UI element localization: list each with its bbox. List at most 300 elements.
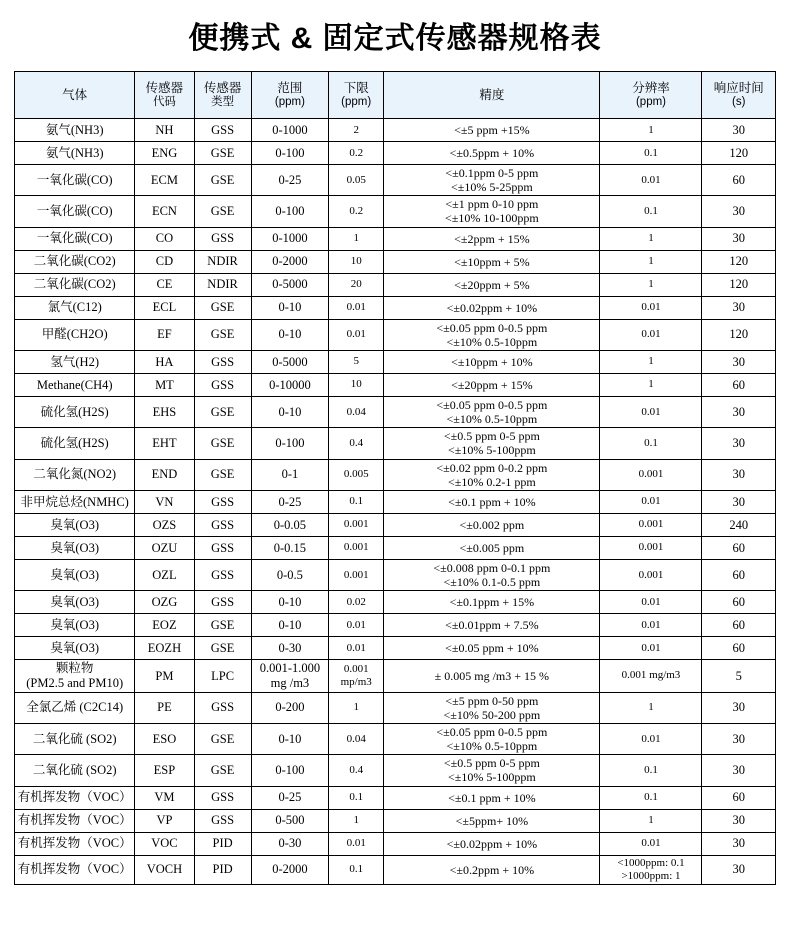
table-row [15, 296, 776, 319]
cell-gas: 硫化氢(H2S) [15, 396, 135, 427]
cell-gas: 二氧化氮(NO2) [15, 459, 135, 490]
cell-sensor-code: VOCH [135, 855, 194, 884]
column-header-lower-limit-main: 下限 [343, 80, 369, 95]
cell-range: 0-25 [251, 490, 329, 513]
cell-sensor-type: GSE [194, 319, 251, 350]
column-header-sensor-type-sub: 类型 [211, 95, 235, 108]
cell-response-time: 120 [702, 250, 776, 273]
cell-response-time: 30 [702, 119, 776, 142]
cell-sensor-type: GSS [194, 591, 251, 614]
cell-response-time: 30 [702, 196, 776, 227]
table-row [15, 396, 776, 427]
cell-gas: 非甲烷总烃(NMHC) [15, 490, 135, 513]
cell-lower-limit: 0.4 [329, 428, 384, 459]
cell-range: 0-10000 [251, 373, 329, 396]
table-row [15, 250, 776, 273]
accuracy-line: <±0.1 ppm + 10% [448, 790, 536, 805]
cell-sensor-type: GSE [194, 724, 251, 755]
cell-sensor-type: GSS [194, 373, 251, 396]
cell-lower-limit: 10 [329, 250, 384, 273]
cell-accuracy [384, 755, 600, 786]
accuracy-line: <±5 ppm +15% [454, 122, 530, 137]
cell-resolution: 1 [600, 373, 702, 396]
cell-resolution: 0.001 [600, 536, 702, 559]
cell-gas: 颗粒物 (PM2.5 and PM10) [15, 660, 135, 693]
accuracy-line: <±5 ppm 0-50 ppm [445, 693, 539, 708]
cell-gas: 一氧化碳(CO) [15, 165, 135, 196]
cell-lower-limit: 0.001 [329, 513, 384, 536]
cell-range: 0-100 [251, 428, 329, 459]
cell-sensor-code: ENG [135, 142, 194, 165]
cell-resolution: 0.01 [600, 165, 702, 196]
cell-response-time: 60 [702, 786, 776, 809]
cell-lower-limit: 0.2 [329, 196, 384, 227]
cell-sensor-type: GSS [194, 513, 251, 536]
cell-gas: 二氧化硫 (SO2) [15, 724, 135, 755]
accuracy-line: ± 0.005 mg /m3 + 15 % [434, 668, 550, 683]
table-row [15, 273, 776, 296]
cell-resolution: 0.001 mg/m3 [600, 660, 702, 693]
cell-sensor-type: GSS [194, 809, 251, 832]
accuracy-line: <±0.01ppm + 7.5% [445, 618, 539, 633]
cell-accuracy [384, 591, 600, 614]
accuracy-line: <±1 ppm 0-10 ppm [445, 197, 539, 212]
cell-sensor-code: NH [135, 119, 194, 142]
cell-accuracy [384, 832, 600, 855]
cell-resolution: 0.01 [600, 637, 702, 660]
table-row [15, 755, 776, 786]
cell-lower-limit: 0.1 [329, 786, 384, 809]
accuracy-line: <±10% 0.2-1 ppm [448, 474, 536, 489]
accuracy-line: <±10% 10-100ppm [445, 211, 539, 226]
table-row [15, 428, 776, 459]
cell-lower-limit: 0.01 [329, 614, 384, 637]
cell-sensor-code: MT [135, 373, 194, 396]
cell-accuracy [384, 165, 600, 196]
cell-sensor-type: PID [194, 855, 251, 884]
table-row [15, 536, 776, 559]
cell-resolution: 1 [600, 809, 702, 832]
cell-sensor-type: GSE [194, 196, 251, 227]
cell-range: 0-100 [251, 755, 329, 786]
cell-accuracy [384, 637, 600, 660]
cell-resolution: 0.01 [600, 591, 702, 614]
cell-accuracy [384, 692, 600, 723]
cell-range: 0-1000 [251, 227, 329, 250]
cell-range: 0-1000 [251, 119, 329, 142]
cell-accuracy [384, 142, 600, 165]
cell-sensor-code: CE [135, 273, 194, 296]
cell-accuracy [384, 490, 600, 513]
cell-sensor-type: GSE [194, 396, 251, 427]
cell-gas: 有机挥发物（VOC） [15, 832, 135, 855]
cell-sensor-code: OZG [135, 591, 194, 614]
cell-accuracy [384, 227, 600, 250]
cell-accuracy [384, 428, 600, 459]
accuracy-line: <±20ppm + 5% [454, 277, 530, 292]
cell-sensor-code: OZU [135, 536, 194, 559]
cell-accuracy [384, 396, 600, 427]
cell-sensor-code: EOZH [135, 637, 194, 660]
table-row [15, 832, 776, 855]
cell-range: 0-0.5 [251, 559, 329, 590]
cell-sensor-code: PE [135, 692, 194, 723]
column-header-sensor-code-main: 传感器 [145, 80, 184, 95]
cell-range: 0-0.05 [251, 513, 329, 536]
cell-gas: 臭氧(O3) [15, 637, 135, 660]
accuracy-line: <±10% 5-25ppm [451, 180, 533, 195]
cell-sensor-code: CO [135, 227, 194, 250]
cell-lower-limit: 1 [329, 692, 384, 723]
cell-sensor-type: GSE [194, 142, 251, 165]
cell-lower-limit: 20 [329, 273, 384, 296]
cell-range: 0-100 [251, 142, 329, 165]
cell-sensor-code: HA [135, 350, 194, 373]
cell-sensor-code: OZS [135, 513, 194, 536]
cell-sensor-code: VP [135, 809, 194, 832]
cell-resolution: 0.01 [600, 832, 702, 855]
cell-response-time: 60 [702, 559, 776, 590]
cell-resolution: 0.001 [600, 513, 702, 536]
table-row [15, 513, 776, 536]
cell-sensor-code: ECM [135, 165, 194, 196]
cell-gas: Methane(CH4) [15, 373, 135, 396]
cell-range: 0-2000 [251, 250, 329, 273]
cell-resolution: 0.1 [600, 786, 702, 809]
accuracy-line: <±0.5 ppm 0-5 ppm [443, 429, 540, 444]
table-row [15, 809, 776, 832]
cell-resolution: 0.001 [600, 459, 702, 490]
cell-response-time: 30 [702, 350, 776, 373]
cell-sensor-code: ESP [135, 755, 194, 786]
cell-gas: 二氧化碳(CO2) [15, 273, 135, 296]
table-row [15, 855, 776, 884]
cell-response-time: 60 [702, 591, 776, 614]
accuracy-line: <±10% 0.5-10ppm [446, 739, 538, 754]
table-row [15, 227, 776, 250]
cell-lower-limit: 0.04 [329, 396, 384, 427]
cell-accuracy [384, 513, 600, 536]
cell-response-time: 30 [702, 296, 776, 319]
cell-accuracy [384, 196, 600, 227]
table-row [15, 490, 776, 513]
column-header-lower-limit [329, 72, 384, 119]
accuracy-line: <±10% 5-100ppm [448, 443, 536, 458]
cell-sensor-code: ECL [135, 296, 194, 319]
column-header-resolution-main: 分辨率 [632, 80, 670, 95]
cell-sensor-type: GSS [194, 227, 251, 250]
cell-range: 0-30 [251, 832, 329, 855]
column-header-range [251, 72, 329, 119]
table-row [15, 637, 776, 660]
cell-range: 0-10 [251, 591, 329, 614]
cell-gas: 臭氧(O3) [15, 591, 135, 614]
accuracy-line: <±0.05 ppm 0-0.5 ppm [436, 320, 548, 335]
cell-sensor-type: PID [194, 832, 251, 855]
cell-accuracy [384, 119, 600, 142]
table-row [15, 373, 776, 396]
cell-resolution: 0.001 [600, 559, 702, 590]
cell-accuracy [384, 319, 600, 350]
cell-gas: 臭氧(O3) [15, 559, 135, 590]
accuracy-line: <±10% 0.5-10ppm [446, 412, 538, 427]
cell-lower-limit: 0.04 [329, 724, 384, 755]
cell-response-time: 30 [702, 692, 776, 723]
cell-resolution: 0.01 [600, 396, 702, 427]
cell-gas: 二氧化碳(CO2) [15, 250, 135, 273]
column-header-accuracy [384, 72, 600, 119]
cell-sensor-type: GSE [194, 755, 251, 786]
cell-range: 0-10 [251, 614, 329, 637]
cell-range: 0-100 [251, 196, 329, 227]
cell-range: 0.001-1.000 mg /m3 [251, 660, 329, 693]
cell-accuracy [384, 855, 600, 884]
cell-sensor-code: VN [135, 490, 194, 513]
cell-gas: 有机挥发物（VOC） [15, 855, 135, 884]
accuracy-line: <±10% 50-200 ppm [443, 707, 541, 722]
accuracy-line: <±0.05 ppm + 10% [445, 641, 539, 656]
cell-resolution: 0.1 [600, 755, 702, 786]
column-header-range-main: 范围 [277, 80, 303, 95]
column-header-accuracy-main: 精度 [479, 87, 505, 102]
cell-range: 0-1 [251, 459, 329, 490]
cell-sensor-type: GSE [194, 428, 251, 459]
accuracy-line: <±10% 5-100ppm [448, 770, 536, 785]
cell-resolution: 1 [600, 227, 702, 250]
cell-range: 0-5000 [251, 350, 329, 373]
cell-resolution: 0.01 [600, 724, 702, 755]
cell-response-time: 5 [702, 660, 776, 693]
accuracy-line: <±10% 0.5-10ppm [446, 334, 538, 349]
table-body [15, 119, 776, 885]
cell-lower-limit: 0.001 mp/m3 [329, 660, 384, 693]
cell-gas: 有机挥发物（VOC） [15, 786, 135, 809]
cell-sensor-code: CD [135, 250, 194, 273]
cell-response-time: 60 [702, 536, 776, 559]
table-row [15, 459, 776, 490]
cell-response-time: 240 [702, 513, 776, 536]
accuracy-line: <±0.005 ppm [459, 540, 525, 555]
cell-lower-limit: 0.01 [329, 319, 384, 350]
cell-resolution: 1 [600, 350, 702, 373]
cell-sensor-code: PM [135, 660, 194, 693]
cell-sensor-code: EHT [135, 428, 194, 459]
cell-accuracy [384, 724, 600, 755]
cell-response-time: 120 [702, 142, 776, 165]
cell-resolution: 1 [600, 692, 702, 723]
accuracy-line: <±20ppm + 15% [451, 377, 533, 392]
accuracy-line: <±2ppm + 15% [454, 231, 530, 246]
accuracy-line: <±0.1ppm + 15% [449, 595, 535, 610]
cell-sensor-type: NDIR [194, 273, 251, 296]
cell-gas: 臭氧(O3) [15, 513, 135, 536]
cell-resolution: 0.1 [600, 196, 702, 227]
cell-sensor-type: GSS [194, 559, 251, 590]
cell-gas: 臭氧(O3) [15, 614, 135, 637]
cell-range: 0-10 [251, 724, 329, 755]
column-header-resolution [600, 72, 702, 119]
cell-sensor-type: NDIR [194, 250, 251, 273]
table-row [15, 196, 776, 227]
cell-range: 0-500 [251, 809, 329, 832]
cell-accuracy [384, 373, 600, 396]
column-header-sensor-type [194, 72, 251, 119]
cell-gas: 臭氧(O3) [15, 536, 135, 559]
accuracy-line: <±0.2ppm + 10% [449, 862, 535, 877]
cell-response-time: 30 [702, 428, 776, 459]
cell-resolution: 1 [600, 250, 702, 273]
cell-response-time: 30 [702, 459, 776, 490]
cell-sensor-type: GSE [194, 459, 251, 490]
table-row [15, 165, 776, 196]
cell-response-time: 60 [702, 165, 776, 196]
cell-resolution: 0.01 [600, 319, 702, 350]
cell-accuracy [384, 786, 600, 809]
cell-resolution: 0.01 [600, 490, 702, 513]
cell-range: 0-10 [251, 396, 329, 427]
cell-lower-limit: 0.01 [329, 637, 384, 660]
table-row [15, 786, 776, 809]
cell-resolution: <1000ppm: 0.1 >1000ppm: 1 [600, 855, 702, 884]
cell-range: 0-10 [251, 319, 329, 350]
accuracy-line: <±0.5ppm + 10% [449, 145, 535, 160]
column-header-sensor-type-main: 传感器 [203, 80, 242, 95]
cell-range: 0-200 [251, 692, 329, 723]
table-header-row [15, 72, 776, 119]
cell-gas: 氯气(C12) [15, 296, 135, 319]
accuracy-line: <±0.02ppm + 10% [446, 836, 538, 851]
cell-gas: 二氧化硫 (SO2) [15, 755, 135, 786]
column-header-response-time-sub: (s) [732, 95, 746, 108]
cell-resolution: 0.01 [600, 296, 702, 319]
cell-response-time: 120 [702, 319, 776, 350]
cell-accuracy [384, 273, 600, 296]
accuracy-line: <±0.002 ppm [459, 517, 525, 532]
cell-sensor-code: END [135, 459, 194, 490]
accuracy-line: <±0.1 ppm + 10% [448, 494, 536, 509]
cell-lower-limit: 0.01 [329, 296, 384, 319]
cell-sensor-code: EOZ [135, 614, 194, 637]
cell-sensor-type: GSS [194, 350, 251, 373]
cell-resolution: 1 [600, 119, 702, 142]
cell-response-time: 60 [702, 614, 776, 637]
table-row [15, 559, 776, 590]
cell-sensor-type: GSS [194, 692, 251, 723]
cell-range: 0-30 [251, 637, 329, 660]
cell-lower-limit: 10 [329, 373, 384, 396]
cell-sensor-type: LPC [194, 660, 251, 693]
table-row [15, 724, 776, 755]
cell-sensor-type: GSE [194, 296, 251, 319]
cell-range: 0-5000 [251, 273, 329, 296]
cell-lower-limit: 0.01 [329, 832, 384, 855]
cell-accuracy [384, 660, 600, 693]
table-row [15, 119, 776, 142]
table-row [15, 692, 776, 723]
cell-range: 0-25 [251, 786, 329, 809]
accuracy-line: <±0.008 ppm 0-0.1 ppm [433, 560, 551, 575]
cell-accuracy [384, 296, 600, 319]
cell-sensor-code: EF [135, 319, 194, 350]
cell-lower-limit: 0.2 [329, 142, 384, 165]
cell-gas: 甲醛(CH2O) [15, 319, 135, 350]
cell-sensor-type: GSE [194, 165, 251, 196]
column-header-lower-limit-sub: (ppm) [341, 95, 372, 108]
accuracy-line: <±0.5 ppm 0-5 ppm [443, 756, 540, 771]
cell-sensor-type: GSS [194, 536, 251, 559]
cell-response-time: 120 [702, 273, 776, 296]
cell-gas: 一氧化碳(CO) [15, 196, 135, 227]
column-header-gas-main: 气体 [62, 87, 88, 102]
column-header-sensor-code-sub: 代码 [152, 95, 176, 108]
cell-lower-limit: 0.001 [329, 536, 384, 559]
cell-sensor-code: EHS [135, 396, 194, 427]
cell-gas: 氢气(H2) [15, 350, 135, 373]
cell-sensor-code: OZL [135, 559, 194, 590]
cell-accuracy [384, 536, 600, 559]
cell-lower-limit: 1 [329, 227, 384, 250]
cell-resolution: 1 [600, 273, 702, 296]
cell-response-time: 60 [702, 373, 776, 396]
cell-response-time: 30 [702, 832, 776, 855]
cell-lower-limit: 0.001 [329, 559, 384, 590]
table-row [15, 142, 776, 165]
cell-accuracy [384, 459, 600, 490]
cell-gas: 氨气(NH3) [15, 142, 135, 165]
cell-range: 0-2000 [251, 855, 329, 884]
column-header-range-sub: (ppm) [274, 95, 305, 108]
cell-accuracy [384, 250, 600, 273]
cell-lower-limit: 0.1 [329, 490, 384, 513]
accuracy-line: <±10% 0.1-0.5 ppm [443, 575, 541, 590]
cell-lower-limit: 0.1 [329, 855, 384, 884]
table-row [15, 660, 776, 693]
cell-resolution: 0.1 [600, 428, 702, 459]
cell-accuracy [384, 350, 600, 373]
cell-sensor-type: GSS [194, 786, 251, 809]
accuracy-line: <±0.1ppm 0-5 ppm [445, 166, 539, 180]
cell-response-time: 30 [702, 227, 776, 250]
sensor-spec-table [14, 71, 776, 885]
table-row [15, 319, 776, 350]
table-header [15, 72, 776, 119]
cell-lower-limit: 0.005 [329, 459, 384, 490]
accuracy-line: <±0.02 ppm 0-0.2 ppm [436, 460, 548, 475]
cell-accuracy [384, 559, 600, 590]
column-header-response-time-main: 响应时间 [713, 80, 764, 95]
cell-response-time: 30 [702, 755, 776, 786]
cell-accuracy [384, 614, 600, 637]
cell-response-time: 30 [702, 490, 776, 513]
cell-lower-limit: 0.05 [329, 165, 384, 196]
cell-response-time: 30 [702, 396, 776, 427]
cell-lower-limit: 0.4 [329, 755, 384, 786]
cell-gas: 硫化氢(H2S) [15, 428, 135, 459]
cell-response-time: 60 [702, 637, 776, 660]
cell-sensor-code: VM [135, 786, 194, 809]
cell-lower-limit: 2 [329, 119, 384, 142]
table-row [15, 614, 776, 637]
accuracy-line: <±5ppm+ 10% [455, 813, 529, 828]
cell-sensor-code: ECN [135, 196, 194, 227]
cell-sensor-type: GSS [194, 119, 251, 142]
accuracy-line: <±0.02ppm + 10% [446, 300, 538, 315]
cell-sensor-type: GSS [194, 490, 251, 513]
cell-lower-limit: 5 [329, 350, 384, 373]
cell-range: 0-25 [251, 165, 329, 196]
accuracy-line: <±0.05 ppm 0-0.5 ppm [436, 397, 548, 412]
table-row [15, 591, 776, 614]
